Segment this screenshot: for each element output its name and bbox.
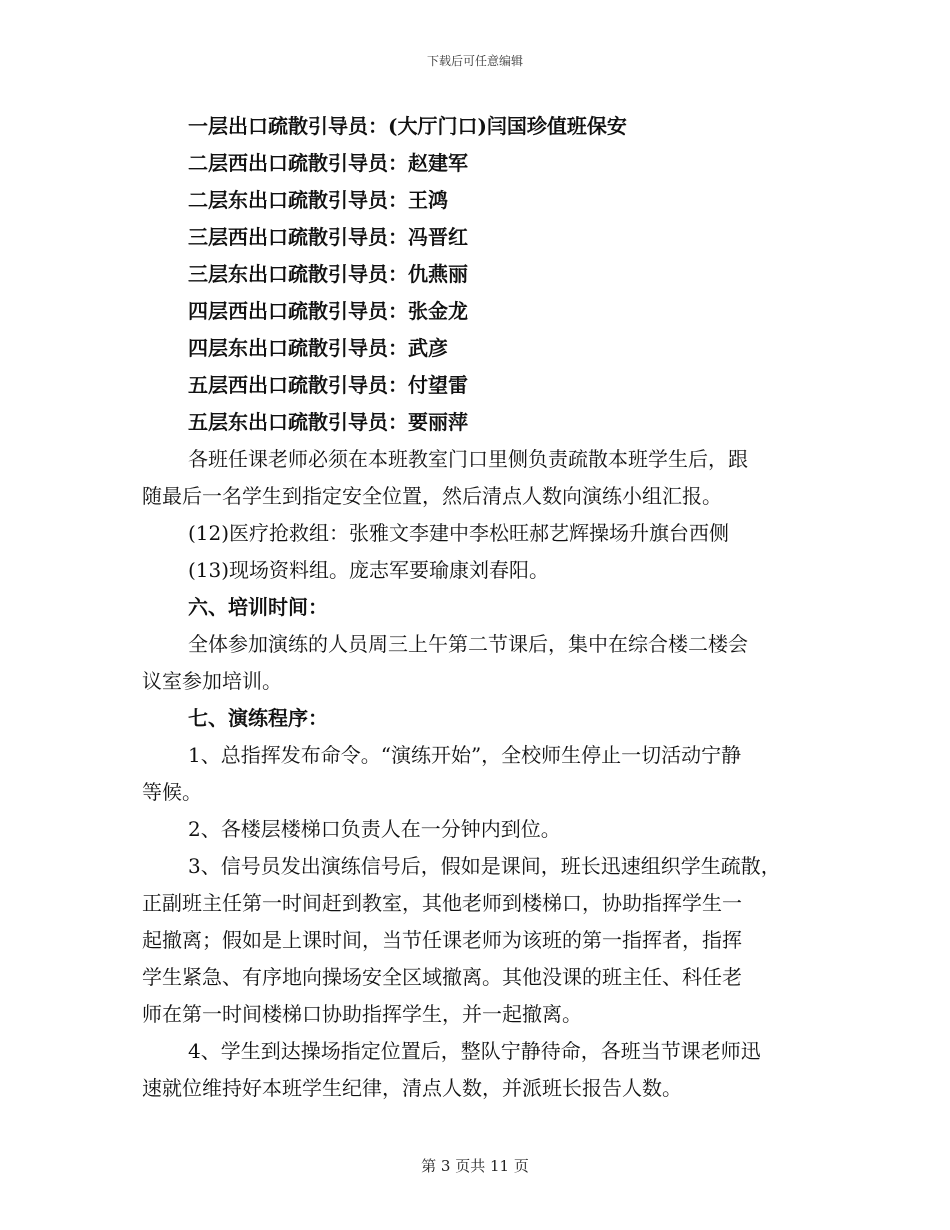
- paragraph-line: 师在第一时间楼梯口协助指挥学生，并一起撤离。: [142, 1002, 582, 1026]
- paragraph-line: 3、信号员发出演练信号后，假如是课间，班长迅速组织学生疏散，: [188, 854, 781, 878]
- paragraph-line: 速就位维持好本班学生纪律，清点人数，并派班长报告人数。: [142, 1076, 682, 1100]
- guide-line: 四层西出口疏散引导员：张金龙: [188, 299, 468, 323]
- guide-line: 二层东出口疏散引导员：王鸿: [188, 188, 448, 212]
- paragraph-line: 起撤离；假如是上课时间，当节任课老师为该班的第一指挥者，指挥: [142, 928, 742, 952]
- guide-line: 三层东出口疏散引导员：仇燕丽: [188, 262, 468, 286]
- guide-line: 一层出口疏散引导员：(大厅门口)闫国珍值班保安: [188, 114, 627, 138]
- paragraph-line: 等候。: [142, 780, 202, 804]
- section-heading: 六、培训时间：: [188, 595, 328, 619]
- guide-line: 三层西出口疏散引导员：冯晋红: [188, 225, 468, 249]
- paragraph-line: 随最后一名学生到指定安全位置，然后清点人数向演练小组汇报。: [142, 484, 722, 508]
- material-group-item: (13)现场资料组。庞志军要瑜康刘春阳。: [188, 558, 550, 582]
- guide-line: 四层东出口疏散引导员：武彦: [188, 336, 448, 360]
- paragraph-line: 学生紧急、有序地向操场安全区域撤离。其他没课的班主任、科任老: [142, 965, 742, 989]
- guide-line: 五层西出口疏散引导员：付望雷: [188, 373, 468, 397]
- paragraph-line: 各班任课老师必须在本班教室门口里侧负责疏散本班学生后，跟: [188, 447, 748, 471]
- paragraph-line: 4、学生到达操场指定位置后，整队宁静待命，各班当节课老师迅: [188, 1039, 761, 1063]
- paragraph-line: 议室参加培训。: [142, 669, 282, 693]
- paragraph-line: 全体参加演练的人员周三上午第二节课后，集中在综合楼二楼会: [188, 632, 748, 656]
- section-heading: 七、演练程序：: [188, 706, 328, 730]
- page-footer: 第 3 页共 11 页: [421, 1157, 529, 1175]
- guide-line: 二层西出口疏散引导员：赵建军: [188, 151, 468, 175]
- document-body: [142, 108, 812, 1107]
- guide-line: 五层东出口疏散引导员：要丽萍: [188, 410, 468, 434]
- paragraph-line: 1、总指挥发布命令。“演练开始”，全校师生停止一切活动宁静: [188, 743, 742, 767]
- paragraph-line: 正副班主任第一时间赶到教室，其他老师到楼梯口，协助指挥学生一: [142, 891, 742, 915]
- medical-group-item: (12)医疗抢救组：张雅文李建中李松旺郝艺辉操场升旗台西侧: [188, 521, 730, 545]
- page-header: 下载后可任意编辑: [426, 54, 523, 68]
- paragraph-line: 2、各楼层楼梯口负责人在一分钟内到位。: [188, 817, 561, 841]
